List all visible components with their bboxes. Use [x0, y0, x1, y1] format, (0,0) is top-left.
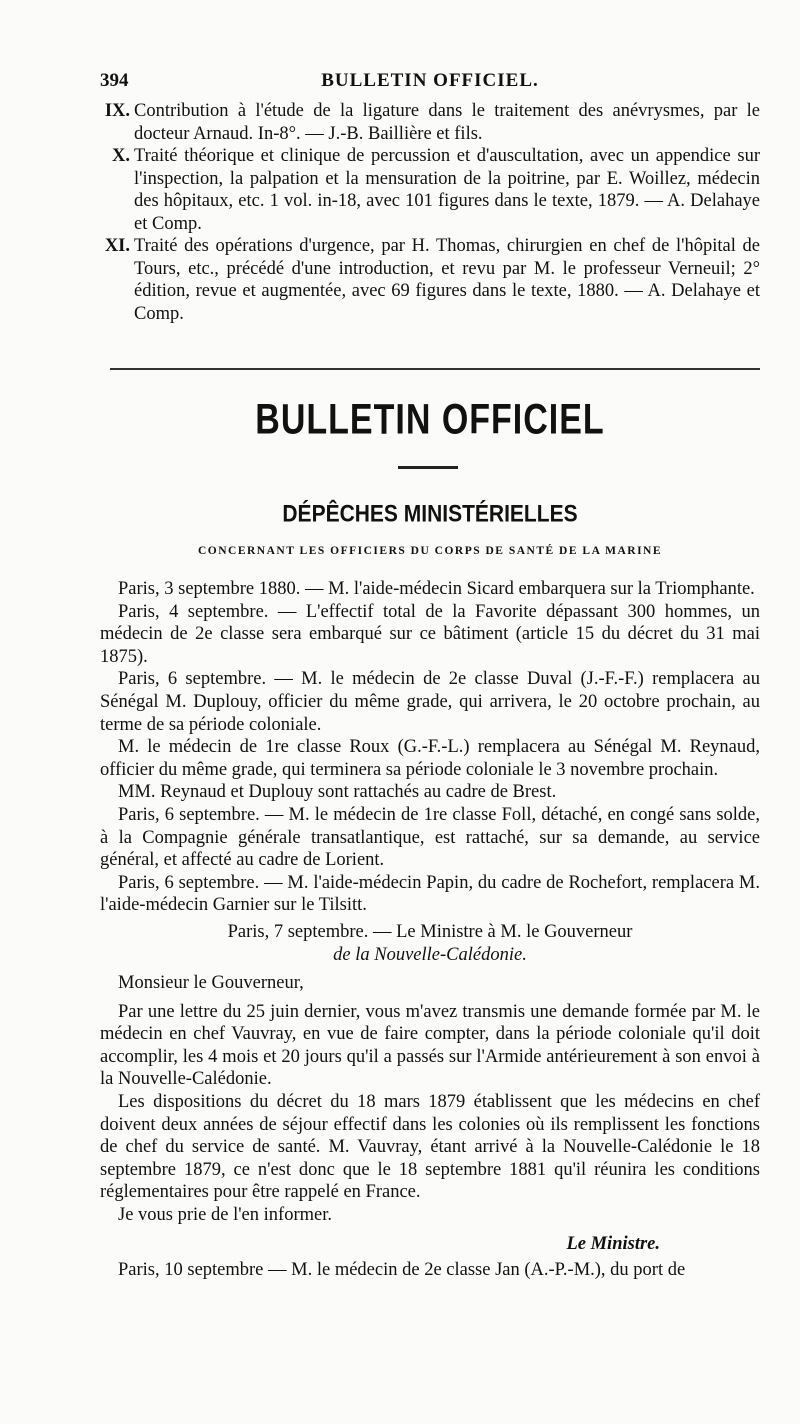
item-text: Contribution à l'étude de la ligature dans le traitement des anévrysmes, par le docteur Arnaud. In-8°. — J.-B. Baillière et fils.	[134, 101, 760, 144]
bibliography-list	[100, 100, 760, 325]
dispatch-paragraph: M. le médecin de 1re classe Roux (G.-F.-L.) remplacera au Sénégal M. Reynaud, officier du même grade, qui terminera sa période coloniale le 3 novembre prochain.	[100, 737, 760, 780]
letter-paragraph: Les dispositions du décret du 18 mars 1879 établissent que les médecins en chef doivent deux années de séjour effectif dans les colonies où ils remplissent les fonctions de chef du service de santé. M. Vauvray, étant arrivé à la Nouvelle-Calédonie le 18 septembre 1879, ce n'est donc que le 18 septembre 1881 qu'il réunira les conditions réglementaires pour être rappelé en France.	[100, 1092, 760, 1203]
title-underline	[398, 466, 458, 469]
item-number: X.	[112, 146, 130, 166]
letter-paragraph: Par une lettre du 25 juin dernier, vous m'avez transmis une demande formée par M. le médecin en chef Vauvray, en vue de faire compter, dans la période coloniale qu'il doit accomplir, les 4 mois et 20 jours qu'il a passés sur l'Armide antérieurement à son envoi à la Nouvelle-Calédonie.	[100, 1001, 760, 1090]
dispatch-paragraph: Paris, 3 septembre 1880. — M. l'aide-médecin Sicard embarquera sur la Triomphante.	[118, 579, 755, 599]
dispatch-paragraph: Paris, 6 septembre. — M. le médecin de 2e classe Duval (J.-F.-F.) remplacera au Sénégal M. Duplouy, officier du même grade, qui arrivera, le 20 octobre prochain, au terme de sa période coloniale.	[100, 669, 760, 735]
dispatch-paragraph: Paris, 4 septembre. — L'effectif total de la Favorite dépassant 300 hommes, un médecin de 2e classe sera embarqué sur ce bâtiment (article 15 du décret du 31 mai 1875).	[100, 601, 760, 667]
item-number: IX.	[104, 101, 130, 121]
letter-signature: Le Ministre.	[566, 1233, 660, 1254]
letter-salutation: Monsieur le Gouverneur,	[118, 973, 304, 994]
section-divider	[110, 368, 760, 370]
letter-heading-cont: de la Nouvelle-Calédonie.	[333, 944, 527, 965]
item-number: XI.	[104, 236, 130, 256]
section-title: BULLETIN OFFICIEL	[255, 396, 605, 444]
dispatches-body	[100, 578, 760, 1282]
dispatch-paragraph: MM. Reynaud et Duplouy sont rattachés au cadre de Brest.	[118, 782, 557, 803]
section-subsubtitle: CONCERNANT LES OFFICIERS DU CORPS DE SANTÉ DE LA MARINE	[197, 545, 663, 557]
page-number: 394	[100, 70, 129, 91]
letter-heading: Paris, 7 septembre. — Le Ministre à M. le Gouverneur	[227, 921, 633, 942]
dispatch-paragraph-last: Paris, 10 septembre — M. le médecin de 2e classe Jan (A.-P.-M.), du port de	[118, 1260, 686, 1281]
dispatch-paragraph: Paris, 6 septembre. — M. le médecin de 1re classe Foll, détaché, en congé sans solde, à la Compagnie générale transatlantique, est rattaché, sur sa demande, au service général, et affecté au cadre de Lorient.	[100, 804, 760, 871]
item-text: Traité théorique et clinique de percussion et d'auscultation, avec un appendice sur l'inspection, la palpation et la mensuration de la poitrine, par E. Woillez, médecin des hôpitaux, etc. 1 vol. in-18, avec 101 figures dans le texte, 1879. — A. Delahaye et Comp.	[134, 146, 760, 234]
running-header	[100, 70, 760, 96]
bibliography-item-9	[100, 100, 760, 145]
bibliography-item-10	[100, 145, 760, 235]
item-text: Traité des opérations d'urgence, par H. Thomas, chirurgien en chef de l'hôpital de Tours, etc., précédé d'une introduction, et revu par M. le professeur Verneuil; 2° édition, revue et augmentée, avec 69 figures dans le texte, 1880. — A. Delahaye et Comp.	[134, 236, 760, 324]
letter-closing: Je vous prie de l'en informer.	[118, 1205, 332, 1226]
dispatch-paragraph: Paris, 6 septembre. — M. l'aide-médecin Papin, du cadre de Rochefort, remplacera M. l'aide-médecin Garnier sur le Tilsitt.	[100, 872, 760, 916]
running-title: BULLETIN OFFICIEL.	[321, 70, 539, 91]
bibliography-item-11	[100, 235, 760, 325]
section-subtitle: DÉPÊCHES MINISTÉRIELLES	[282, 501, 578, 528]
